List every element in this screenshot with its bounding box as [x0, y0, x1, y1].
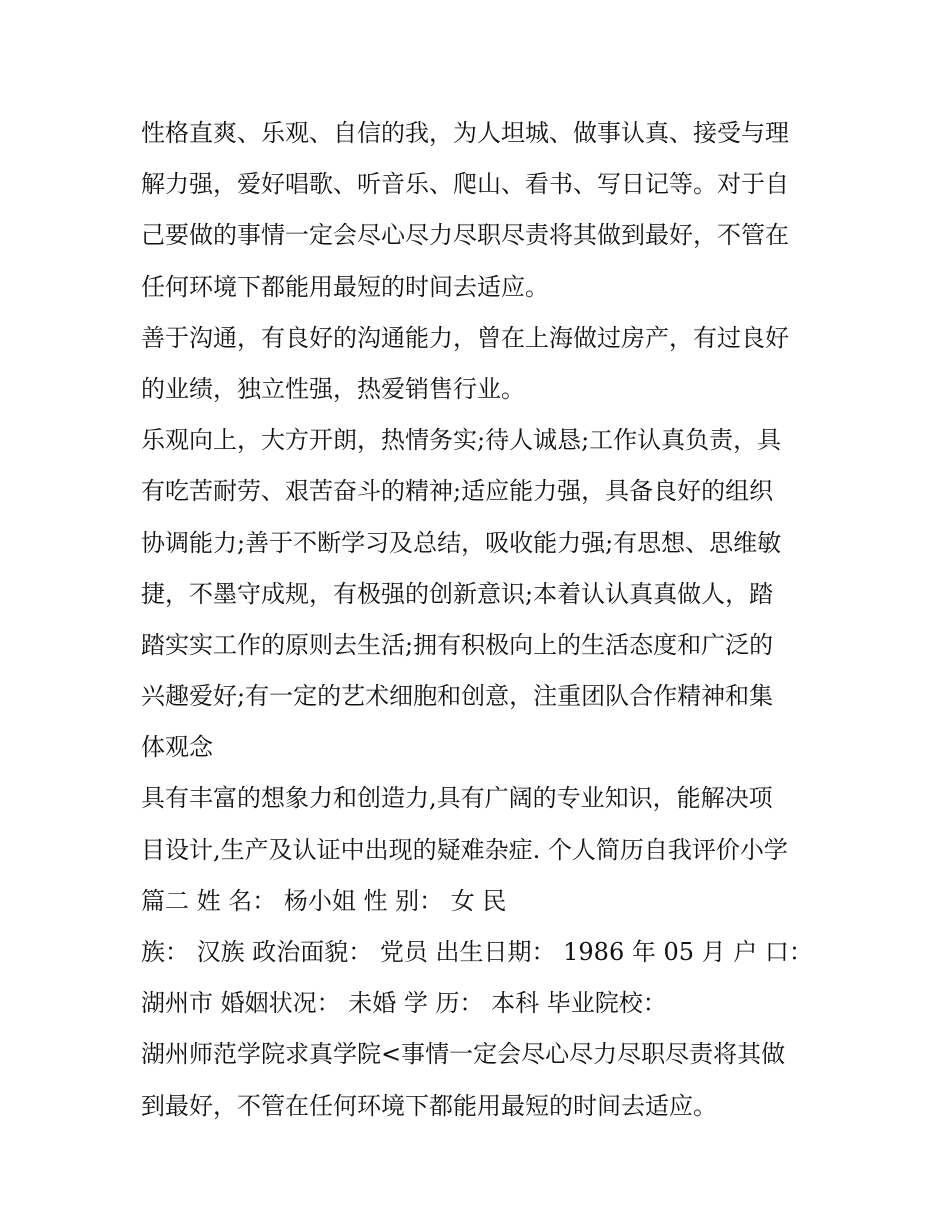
text-line: 兴趣爱好;有一定的艺术细胞和创意，注重团队合作精神和集: [141, 682, 774, 711]
text-line: 性格直爽、乐观、自信的我，为人坦城、做事认真、接受与理: [141, 119, 789, 147]
text-line: 协调能力;善于不断学习及总结，吸收能力强;有思想、思维敏: [141, 528, 782, 557]
text-line: 湖州市 婚姻状况： 未婚 学 历： 本科 毕业院校：: [141, 989, 667, 1018]
text-line: 有吃苦耐劳、艰苦奋斗的精神;适应能力强，具备良好的组织: [141, 477, 774, 506]
text-line: 体观念: [141, 733, 213, 762]
text-line: 解力强，爱好唱歌、听音乐、爬山、看书、写日记等。对于自: [141, 170, 789, 199]
text-line: 任何环境下都能用最短的时间去适应。: [141, 272, 549, 301]
text-line: 捷，不墨守成规，有极强的创新意识;本着认认真真做人，踏: [141, 579, 774, 608]
text-line: 踏实实工作的原则去生活;拥有积极向上的生活态度和广泛的: [141, 630, 774, 659]
text-line: 湖州师范学院求真学院<事情一定会尽心尽力尽职尽责将其做: [141, 1040, 786, 1069]
text-line: 善于沟通，有良好的沟通能力，曾在上海做过房产，有过良好: [141, 323, 789, 352]
text-line: 己要做的事情一定会尽心尽力尽职尽责将其做到最好，不管在: [141, 221, 789, 250]
text-line: 族： 汉族 政治面貌： 党员 出生日期： 1986 年 05 月 户 口：: [141, 938, 813, 966]
text-line: 篇二 姓 名： 杨小姐 性 别： 女 民: [141, 886, 507, 915]
document-body: [141, 108, 821, 1132]
text-line: 乐观向上，大方开朗，热情务实;待人诚恳;工作认真负责，具: [141, 426, 782, 455]
text-line: 目设计,生产及认证中出现的疑难杂症. 个人简历自我评价小学: [141, 835, 788, 864]
text-line: 具有丰富的想象力和创造力,具有广阔的专业知识，能解决项: [141, 784, 773, 813]
text-line: 的业绩，独立性强，热爱销售行业。: [141, 374, 525, 403]
text-line: 到最好，不管在任何环境下都能用最短的时间去适应。: [141, 1091, 717, 1120]
